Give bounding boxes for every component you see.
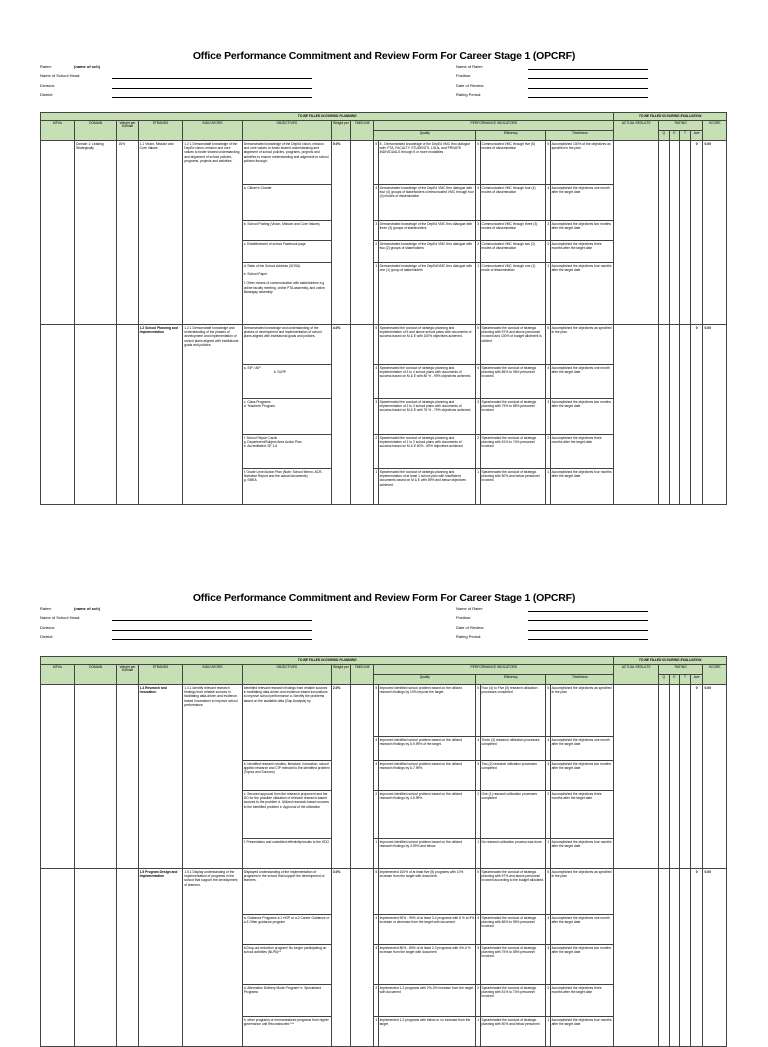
objective-cell: c. Secured approval from the research proponent and the DO for the possible utilization of relevant research-based sources to the problem d. Utilized research-based sources to the identified problem e. Approval of the utilization	[242, 791, 331, 839]
col-domain: DOMAIN	[74, 121, 116, 141]
school-head-label: Name of School Head:	[40, 73, 81, 79]
col-rating: RATING	[658, 665, 703, 675]
timeliness-text: Accomplished the objectives three months after the target date	[550, 791, 614, 839]
efficiency-text: Spearheaded the conduct of strategic planning with 75% to 85% personnel involved.	[480, 945, 546, 985]
objective-line: f. Other means of communication with stakeholders e.g online faculty meeting, online PTA assembly, and online Barangay assembly	[243, 281, 325, 294]
efficiency-rank: 4	[476, 915, 480, 945]
col-mfos: MFOs	[41, 121, 75, 141]
timeliness-rank: 2	[546, 435, 550, 469]
efficiency-rank: 5	[476, 869, 480, 915]
timeliness-text: Accomplished 100% of the objectives as specified in the plan	[550, 141, 614, 185]
division-label: Division:	[40, 82, 56, 88]
objective-cell	[242, 469, 331, 505]
timeliness-rank: 2	[546, 241, 550, 263]
col-perf-indicators: PERFORMANCE INDICATORS	[374, 121, 614, 131]
col-timeliness: Timeliness	[546, 675, 614, 685]
efficiency-text: Two (2) research utilization processes completed	[480, 761, 546, 791]
col-objectives: OBJECTIVES	[242, 121, 331, 141]
col-quality: Quality	[374, 131, 476, 141]
objective-cell: c. Establishment of school Facebook page	[242, 241, 331, 263]
objective-line: a. SIP / AIP	[243, 365, 261, 370]
quality-text: Spearheaded the conduct of strategic planning and implementation of 2 to 3 school plans with documents of success based on M & E with 75 % - 79% objectives achieved.	[378, 399, 476, 435]
district-label: District:	[40, 92, 54, 98]
objective-cell: a. Citizen's Charter	[242, 185, 331, 221]
efficiency-rank: 5	[476, 141, 480, 185]
review-date-field[interactable]	[528, 88, 648, 89]
col-strands: STRANDS	[138, 665, 183, 685]
quality-text: Improved identified school problem based on the utilized research findings by 6-7.99%	[378, 761, 476, 791]
objective-cell	[242, 263, 331, 325]
col-domain: DOMAIN	[74, 665, 116, 685]
timeliness-text: Accomplished the objectives one month after the target date	[550, 365, 614, 399]
col-objectives: OBJECTIVES	[242, 665, 331, 685]
quality-rank: 4	[374, 915, 378, 945]
objective-cell	[242, 435, 331, 469]
objective-cell: b.Drop-out reduction program/ No longer participating on school activities (NLPA)**	[242, 945, 331, 985]
efficiency-text: Communicated VMC through one (1) mode of dissemination	[480, 263, 546, 325]
planning-band: TO BE FILLED IN DURING PLANNING	[41, 657, 614, 665]
review-date-field[interactable]	[528, 630, 648, 631]
col-q: Q	[658, 131, 669, 141]
quality-rank: 4	[374, 737, 378, 761]
efficiency-text: Three (3) research utilization processes completed	[480, 737, 546, 761]
strand-cell: 1.1 Vision, Mission and Core Values	[138, 141, 183, 325]
timeliness-text: Accomplished the objectives as specified in the plan.	[550, 325, 614, 365]
timeliness-text: Accomplished the objectives four months after the target date	[550, 839, 614, 869]
col-e: E	[669, 675, 680, 685]
efficiency-text: Spearheaded the conduct of strategic planning with 97% and above personnel involved according to the budget allocated.	[480, 869, 546, 915]
timeline-cell[interactable]	[351, 325, 374, 505]
timeliness-rank: 4	[546, 915, 550, 945]
quality-rank: 5	[374, 325, 378, 365]
efficiency-rank: 5	[476, 685, 480, 737]
quality-rank: 5	[374, 141, 378, 185]
mfo-cell[interactable]	[41, 869, 75, 1047]
efficiency-rank: 3	[476, 399, 480, 435]
col-quality: Quality	[374, 675, 476, 685]
ratee-value: (name of sch)	[74, 606, 101, 611]
weight-cell	[117, 685, 138, 869]
col-actual-results: ACTUAL RESULTS	[614, 121, 659, 141]
objective-weight-cell: 2.0%	[331, 685, 350, 869]
efficiency-rank: 3	[476, 945, 480, 985]
district-label: District:	[40, 634, 54, 640]
quality-text: Demonstrated knowledge of the DepEd VMC thru dialogue with three (3) groups of stakeholders	[378, 221, 476, 241]
timeliness-rank: 5	[546, 141, 550, 185]
rating-period-field[interactable]	[528, 639, 648, 640]
rating-q-cell[interactable]	[658, 325, 669, 505]
quality-text: Implemented 1-2 programs with 2%-3% increase from the target with document	[378, 985, 476, 1017]
col-strands: STRANDS	[138, 121, 183, 141]
efficiency-text: Communicated VMC through two (2) modes of dissemination	[480, 241, 546, 263]
timeliness-rank: 2	[546, 791, 550, 839]
score-cell: 0.00	[703, 869, 727, 1047]
timeliness-rank: 5	[546, 869, 550, 915]
objective-cell: b. Identified research studies, literature, innovation, school applied research and CIP relevant to the identified problem (Topics and Sources)	[242, 761, 331, 791]
domain-cell: Domain 1: Leading Strategically	[74, 141, 116, 325]
table-row	[41, 141, 727, 185]
objective-line: f. Grade Level Action Plan (Note: School Memo, ACR-Narrative Report and the actual documents)	[243, 469, 323, 478]
strand-cell: 1.2 School Planning and Implementation	[138, 325, 183, 505]
timeliness-rank: 1	[546, 263, 550, 325]
table-row	[41, 869, 727, 915]
col-e: E	[669, 131, 680, 141]
rating-ave-cell: 0	[690, 685, 703, 869]
col-weight-per: Weight per	[331, 665, 350, 685]
quality-rank: 3	[374, 221, 378, 241]
rating-period-label: Rating Period:	[456, 92, 482, 98]
quality-rank: 1	[374, 1017, 378, 1047]
efficiency-rank: 1	[476, 263, 480, 325]
efficiency-rank: 1	[476, 839, 480, 869]
district-field[interactable]	[112, 97, 312, 98]
col-score: SCORE	[703, 665, 727, 685]
timeliness-text: Accomplished the objectives four months after the target date	[550, 469, 614, 505]
mfo-cell[interactable]	[41, 141, 75, 325]
objective-cell: Displayed understanding of the implementation of programs in the school that support the development of learners.	[242, 869, 331, 915]
district-field[interactable]	[112, 639, 312, 640]
efficiency-rank: 4	[476, 737, 480, 761]
timeliness-text: Accomplished the objectives two months after the target date	[550, 945, 614, 985]
col-weight: Weight per Domain	[117, 121, 138, 141]
rating-q-cell[interactable]	[658, 141, 669, 325]
timeliness-rank: 1	[546, 839, 550, 869]
efficiency-text: Spearheaded the conduct of strategic planning with 86% to 96% personnel involved	[480, 365, 546, 399]
objective-line: g. Department/Subject Area Action Plan	[243, 439, 302, 444]
quality-rank: 4	[374, 365, 378, 399]
objective-weight-cell: 3.0%	[331, 869, 350, 1047]
quality-rank: 1	[374, 263, 378, 325]
indicator-cell: 1.5.1 Display understanding of the implementation of programs in the school that support the development of learners.	[183, 869, 242, 1047]
efficiency-rank: 2	[476, 985, 480, 1017]
quality-text: Improved identified school problem based on the utilized research findings by 3.99% and below.	[378, 839, 476, 869]
quality-text: Implemented 80% - 89% of at least 2-3 programs with 4%-5 % increase from the target with document	[378, 945, 476, 985]
rating-e-cell[interactable]	[669, 685, 680, 869]
timeliness-text: Accomplished the objectives as specified in the plan	[550, 685, 614, 737]
timeliness-rank: 4	[546, 737, 550, 761]
header-right	[456, 604, 656, 642]
actual-results-cell[interactable]	[614, 325, 659, 505]
rating-period-field[interactable]	[528, 97, 648, 98]
col-timeline: TIMELINE	[351, 121, 374, 141]
quality-text: Improved identified school problem based on the utilized research findings by 8-9.99% of the target.	[378, 737, 476, 761]
quality-rank: 2	[374, 241, 378, 263]
rater-field[interactable]	[528, 69, 648, 70]
quality-rank: 2	[374, 985, 378, 1017]
quality-rank: 1	[374, 469, 378, 505]
objective-line: d. State of the School Address (SOSA)	[243, 263, 301, 268]
objective-cell: d. Alternative Delivery Mode Program* e. Specialized Programs	[242, 985, 331, 1017]
efficiency-text: Spearheaded the conduct of strategic planning with 75% to 85% personnel involved	[480, 399, 546, 435]
efficiency-text: Four (4) to Five (5) research utilization processes completed	[480, 685, 546, 737]
efficiency-text: One (1) research utilization processes completed	[480, 791, 546, 839]
timeliness-text: Accomplished the objectives three months after the target date	[550, 985, 614, 1017]
col-weight: Weight per Domain	[117, 665, 138, 685]
col-ave: Ave	[690, 675, 703, 685]
division-label: Division:	[40, 624, 56, 630]
rater-label: Name of Rater:	[456, 64, 484, 69]
indicator-cell: 1.2.1 Demonstrate knowledge of the DepEd vision, mission and core values to foster shared understanding and alignment of school policies, programs, projects and activities.	[183, 141, 242, 325]
col-efficiency: Efficiency	[476, 131, 546, 141]
timeliness-rank: 3	[546, 761, 550, 791]
rating-t-cell[interactable]	[680, 325, 691, 505]
quality-rank: 2	[374, 435, 378, 469]
quality-rank: 1	[374, 839, 378, 869]
domain-cell	[74, 869, 116, 1047]
quality-text: Improved identified school problem based on the utilized research findings by 10% beyond the target.	[378, 685, 476, 737]
timeliness-text: Accomplished the objectives one month after the target date	[550, 737, 614, 761]
efficiency-text: Spearheaded the conduct of strategic planning with 86% to 96% personnel involved.	[480, 915, 546, 945]
quality-text: Demonstrated knowledge of the DepEd/VMC thru dialogue with one (1) group of stakeholders	[378, 263, 476, 325]
objective-line: d. Teachers' Program	[243, 403, 275, 408]
form-title: Office Performance Commitment and Review Form For Career Stage 1 (OPCRF)	[192, 592, 576, 604]
review-date-label: Date of Review:	[456, 624, 485, 630]
timeliness-rank: 5	[546, 685, 550, 737]
timeliness-rank: 4	[546, 365, 550, 399]
division-field[interactable]	[112, 88, 312, 89]
quality-text: Implemented 90% - 99% of at least 3-4 programs with 8 % to 9% increase or decrease from the target with document	[378, 915, 476, 945]
evaluation-band: TO BE FILLED IN DURING EVALUATION	[614, 113, 727, 121]
rater-field[interactable]	[528, 611, 648, 612]
ratee-value: (name of sch)	[74, 64, 101, 69]
weight-cell	[117, 869, 138, 1047]
timeliness-text: Accomplished the objectives three months after the target date	[550, 435, 614, 469]
timeliness-text: Accomplished the objectives four months after the target date	[550, 1017, 614, 1047]
score-cell: 0.00	[703, 325, 727, 505]
objective-weight-cell: 5.0%	[331, 141, 350, 325]
col-ave: Ave	[690, 131, 703, 141]
objective-line: e. Accreditated: SF 1-6	[243, 444, 278, 449]
efficiency-rank: 1	[476, 1017, 480, 1047]
school-head-field[interactable]	[112, 620, 312, 621]
position-field[interactable]	[528, 620, 648, 621]
quality-text: Implemented 1-2 programs with below or no increase from the target	[378, 1017, 476, 1047]
timeliness-text: Accomplished the objectives four months after the target date	[550, 263, 614, 325]
actual-results-cell[interactable]	[614, 685, 659, 869]
rating-ave-cell: 0	[690, 325, 703, 505]
weight-cell	[117, 325, 138, 505]
efficiency-text: Spearheaded the conduct of strategic planning with 51% to 74% personnel involved	[480, 435, 546, 469]
quality-text: Spearheaded the conduct of strategic planning and implementation of 5 and above school plans with documents of success based on M & E with 100% objectives achieved.	[378, 325, 476, 365]
quality-rank: 3	[374, 761, 378, 791]
timeliness-text: Accomplished the objectives one month after the target date	[550, 915, 614, 945]
timeliness-text: Accomplished the objectives two months after the target date	[550, 761, 614, 791]
weight-cell: 15%	[117, 141, 138, 325]
timeliness-rank: 4	[546, 185, 550, 221]
timeliness-rank: 2	[546, 985, 550, 1017]
quality-text: 5 - Demonstrated knowledge of the DepEd VMC thru dialogue with: PTA, FACULTY, STUDENTS, LGUs, and PRIVATE INDIVIDUALS through 5 or more modalities	[378, 141, 476, 185]
objective-cell: Identified relevant research findings from reliable sources in facilitating data-driven and evidence-based innovations to improve school performance a. Identify the problems based on the available data (Gap Analysis) by	[242, 685, 331, 761]
timeliness-text: Accomplished the objectives two months after the target date	[550, 399, 614, 435]
division-field[interactable]	[112, 630, 312, 631]
score-cell: 0.00	[703, 141, 727, 325]
efficiency-rank: 1	[476, 469, 480, 505]
timeliness-text: Accomplished the objectives two months after the target date	[550, 221, 614, 241]
actual-results-cell[interactable]	[614, 869, 659, 1047]
efficiency-rank: 5	[476, 325, 480, 365]
timeliness-rank: 3	[546, 945, 550, 985]
rating-t-cell[interactable]	[680, 685, 691, 869]
evaluation-band: TO BE FILLED IN DURING EVALUATION	[614, 657, 727, 665]
objective-line: g. SMEA	[243, 478, 257, 483]
score-cell: 0.00	[703, 685, 727, 869]
objective-weight-cell: 4.0%	[331, 325, 350, 505]
objective-cell: b. School Posting (Vision, Mission and Core Values)	[242, 221, 331, 241]
timeliness-text: Accomplished the objectives one month after the target date	[550, 185, 614, 221]
timeliness-rank: 1	[546, 469, 550, 505]
efficiency-text: Spearheaded the conduct of strategic planning with 50% and below personnel involved	[480, 469, 546, 505]
header-left	[40, 62, 320, 100]
objective-cell: f. Presentation and submitted effectivity/results to the SDO	[242, 839, 331, 869]
timeliness-text: Accomplished the objectives three months after the target date	[550, 241, 614, 263]
school-head-field[interactable]	[112, 78, 312, 79]
rating-ave-cell: 0	[690, 141, 703, 325]
col-actual-results: ACTUAL RESULTS	[614, 665, 659, 685]
rating-t-cell[interactable]	[680, 869, 691, 1047]
col-rating: RATING	[658, 121, 703, 131]
ratee-label: Ratee:	[40, 64, 52, 69]
efficiency-text: Communicated VMC through three (3) modes of dissemination	[480, 221, 546, 241]
position-label: Position:	[456, 73, 472, 79]
col-t: T	[680, 131, 691, 141]
col-efficiency: Efficiency	[476, 675, 546, 685]
school-head-label: Name of School Head:	[40, 615, 81, 621]
indicator-cell: 1.4.1 Identify relevant research findings from reliable sources in facilitating data-driven and evidence-based innovations to improve school performance	[183, 685, 242, 869]
col-timeline: TIMELINE	[351, 665, 374, 685]
review-date-label: Date of Review:	[456, 82, 485, 88]
timeliness-rank: 3	[546, 221, 550, 241]
col-t: T	[680, 675, 691, 685]
opcrf-table-2	[40, 656, 727, 1047]
col-timeliness: Timeliness	[546, 131, 614, 141]
objective-line: f. School Report Cards	[243, 435, 278, 440]
strand-cell: 1.4 Research and Innovation	[138, 685, 183, 869]
quality-text: Demonstrated knowledge of the DepEd VMC thru dialogue with four (4) groups of stakeholders communicated VMC through four (4) modes of dissemination	[378, 185, 476, 221]
rater-label: Name of Rater:	[456, 606, 484, 611]
form-title: Office Performance Commitment and Review Form For Career Stage 1 (OPCRF)	[192, 50, 576, 62]
quality-text: Spearheaded the conduct of strategic planning and implementation of 1 to 2 school plans with documents of success based on M & E 60% - 69% objectives achieved	[378, 435, 476, 469]
ratee-label: Ratee:	[40, 606, 52, 611]
objective-line: c. Class Programs	[243, 399, 271, 404]
objective-cell: a. Guidance Programs a.1 HGP or a.2 Career Guidance or a.3 Other guidance program	[242, 915, 331, 945]
objective-line: e. School Paper	[243, 272, 268, 277]
rating-e-cell[interactable]	[669, 141, 680, 325]
timeliness-rank: 1	[546, 1017, 550, 1047]
timeliness-text: Accomplished the objectives as specified in the plan	[550, 869, 614, 915]
rating-q-cell[interactable]	[658, 869, 669, 1047]
table-row	[41, 325, 727, 365]
quality-rank: 3	[374, 945, 378, 985]
timeliness-rank: 3	[546, 399, 550, 435]
rating-t-cell[interactable]	[680, 141, 691, 325]
efficiency-rank: 4	[476, 365, 480, 399]
rating-e-cell[interactable]	[669, 869, 680, 1047]
rating-q-cell[interactable]	[658, 685, 669, 869]
rating-e-cell[interactable]	[669, 325, 680, 505]
quality-text: Implemented 100% of at least five (5) programs with 10% increase from the target with document.	[378, 869, 476, 915]
position-label: Position:	[456, 615, 472, 621]
quality-text: Spearheaded the conduct of strategic planning and implementation of at least 1 school plan with insufficient documents based on M & E with 59% and below objectives achieved	[378, 469, 476, 505]
rating-period-label: Rating Period:	[456, 634, 482, 640]
quality-text: Improved identified school problem based on the utilized research findings by 4-5.99%	[378, 791, 476, 839]
timeliness-rank: 5	[546, 325, 550, 365]
efficiency-text: Spearheaded the conduct of strategic planning with 50% and below personnel	[480, 1017, 546, 1047]
efficiency-text: No research utilization process was done.	[480, 839, 546, 869]
mfo-cell[interactable]	[41, 325, 75, 505]
actual-results-cell[interactable]	[614, 141, 659, 325]
form-page-2	[0, 540, 768, 1024]
planning-band: TO BE FILLED IN DURING PLANNING	[41, 113, 614, 121]
timeline-cell[interactable]	[351, 141, 374, 325]
efficiency-text: Spearheaded the conduct of strategic planning with 97% and above personnel involved and 100% of budget allotment is utilized	[480, 325, 546, 365]
quality-text: Demonstrated knowledge of the DepEd VMC thru dialogue with two (2) groups of stakeholders	[378, 241, 476, 263]
objective-cell	[242, 365, 331, 399]
quality-rank: 2	[374, 791, 378, 839]
col-q: Q	[658, 675, 669, 685]
objective-cell: h. other programs or memorandized programs from higher governance unit Reconstructed ***	[242, 1017, 331, 1047]
objective-cell: Demonstrated knowledge of the DepEd vision, mission and core values to foster shared understanding and alignment of school policies, programs, projects and activities to ensure understanding and alignment to school policies through:	[242, 141, 331, 185]
quality-rank: 5	[374, 869, 378, 915]
col-indicators: INDICATORS	[183, 665, 242, 685]
header-left	[40, 604, 320, 642]
col-score: SCORE	[703, 121, 727, 141]
objective-cell: Demonstrated knowledge and understanding of the phases of development and implementation of school plans aligned with institutional goals and policies.	[242, 325, 331, 365]
col-indicators: INDICATORS	[183, 121, 242, 141]
opcrf-table-1	[40, 112, 727, 505]
timeline-cell[interactable]	[351, 685, 374, 869]
efficiency-rank: 3	[476, 221, 480, 241]
quality-rank: 4	[374, 185, 378, 221]
efficiency-rank: 2	[476, 791, 480, 839]
strand-cell: 1.5 Program Design and Implementation	[138, 869, 183, 1047]
col-weight-per: Weight per	[331, 121, 350, 141]
domain-cell	[74, 325, 116, 505]
efficiency-text: Communicated VMC through five (5) modes of dissemination	[480, 141, 546, 185]
efficiency-rank: 2	[476, 435, 480, 469]
timeline-cell[interactable]	[351, 869, 374, 1047]
efficiency-rank: 3	[476, 761, 480, 791]
quality-text: Spearheaded the conduct of strategic planning and implementation of 3 to 4 school plans with documents of success based on M & E with 80 % - 99% objectives achieved.	[378, 365, 476, 399]
efficiency-rank: 2	[476, 241, 480, 263]
objective-line: b. SLRP	[273, 369, 286, 374]
rating-ave-cell: 0	[690, 869, 703, 1047]
quality-rank: 5	[374, 685, 378, 737]
header-right	[456, 62, 656, 100]
objective-cell	[242, 399, 331, 435]
efficiency-text: Communicated VMC through four (4) modes of dissemination	[480, 185, 546, 221]
position-field[interactable]	[528, 78, 648, 79]
domain-cell	[74, 685, 116, 869]
indicator-cell: 1.2.1 Demonstrate knowledge and understanding of the phases of development and implementation of school plans aligned with institutional goals and policies.	[183, 325, 242, 505]
efficiency-text: Spearheaded the conduct of strategic planning with 51% to 74% personnel involved	[480, 985, 546, 1017]
col-mfos: MFOs	[41, 665, 75, 685]
col-perf-indicators: PERFORMANCE INDICATORS	[374, 665, 614, 675]
mfo-cell[interactable]	[41, 685, 75, 869]
table-row	[41, 685, 727, 737]
quality-rank: 3	[374, 399, 378, 435]
efficiency-rank: 4	[476, 185, 480, 221]
